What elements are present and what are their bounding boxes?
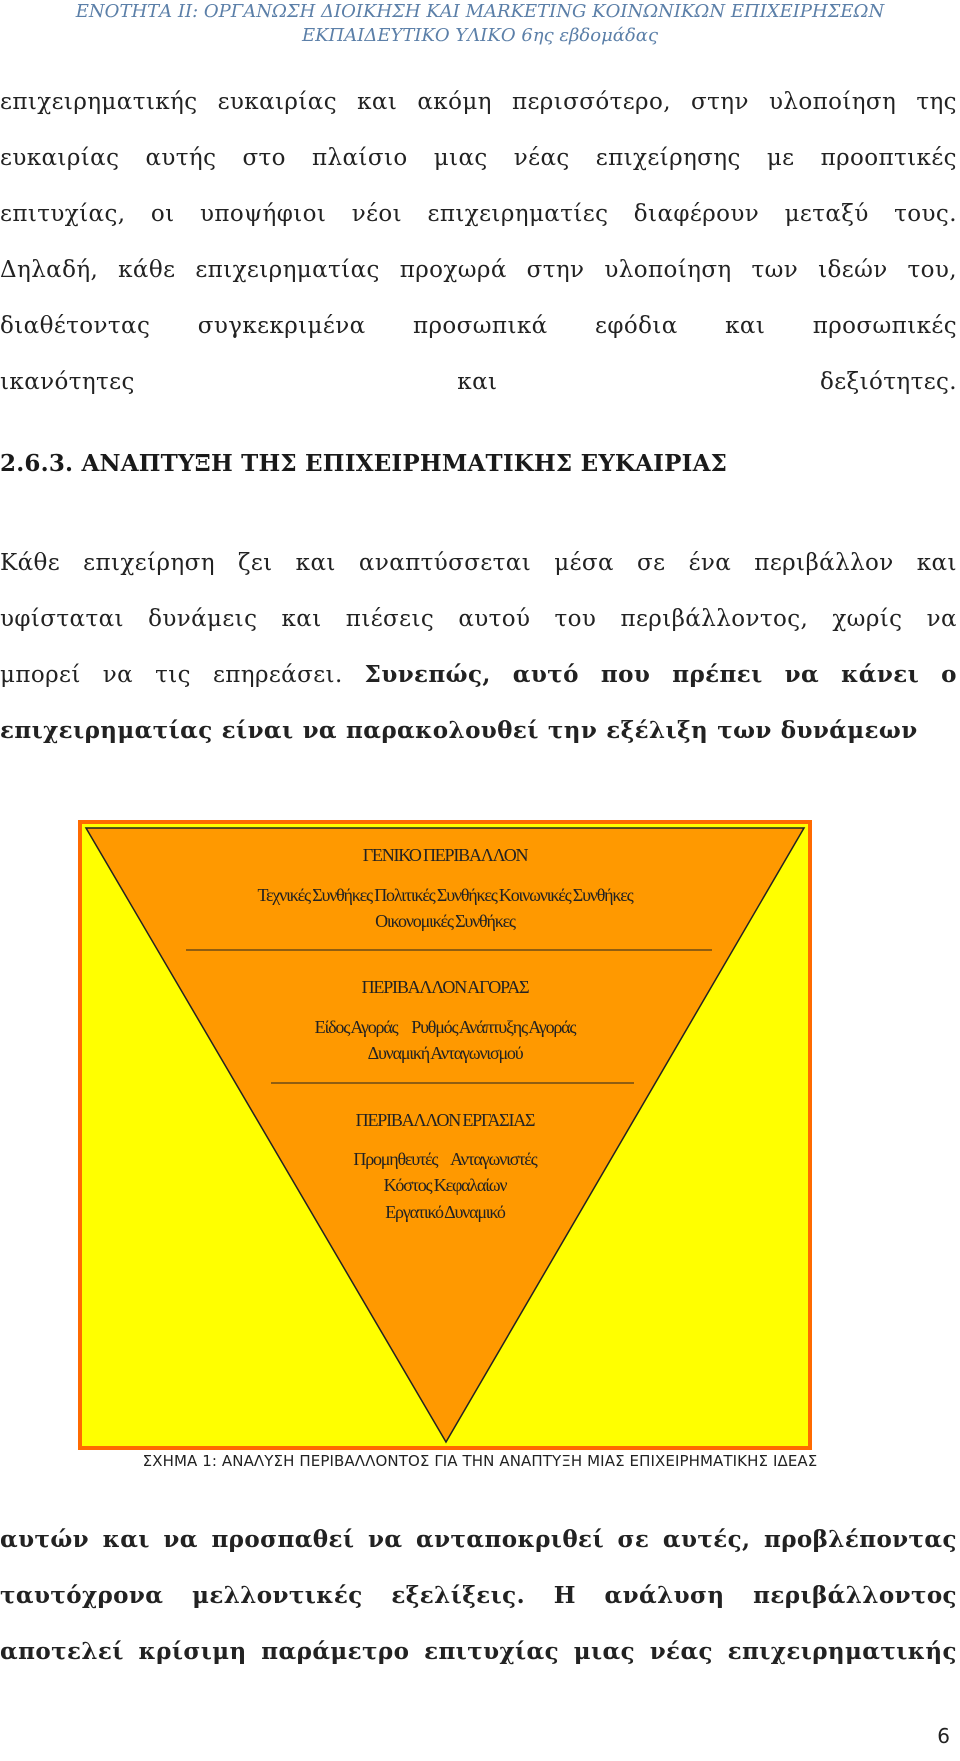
word: ανταποκριθεί bbox=[416, 1526, 604, 1553]
word: νέας bbox=[513, 145, 570, 171]
general-environment-line-1: Τεχνικές Συνθήκες Πολιτικές Συνθήκες Κοινωνικές Συνθήκες bbox=[257, 885, 633, 905]
word-bold: κάνει bbox=[841, 661, 920, 688]
word: επιχειρηματίας bbox=[0, 717, 213, 744]
word: επιχείρησης bbox=[595, 145, 741, 171]
word: είναι bbox=[221, 717, 294, 744]
word: των bbox=[717, 717, 772, 744]
word: αυτής bbox=[145, 145, 217, 171]
word: προσπαθεί bbox=[211, 1526, 355, 1553]
word: αποτελεί bbox=[0, 1638, 124, 1665]
word: της bbox=[916, 89, 957, 115]
word: και bbox=[357, 89, 398, 115]
word: και bbox=[725, 313, 766, 339]
market-environment-title: ΠΕΡΙΒΑΛΛΟΝ ΑΓΟΡΑΣ bbox=[361, 977, 529, 997]
word: επιχείρηση bbox=[83, 550, 215, 576]
word: αυτές, bbox=[662, 1526, 751, 1553]
word-bold: να bbox=[784, 661, 820, 688]
word: προοπτικές bbox=[820, 145, 957, 171]
word: και bbox=[281, 606, 322, 632]
word: ένα bbox=[688, 550, 732, 576]
word: να bbox=[163, 1526, 198, 1553]
word: και bbox=[102, 1526, 150, 1553]
word: επηρεάσει. bbox=[212, 662, 343, 688]
market-environment-line-1: Είδος Αγοράς Ρυθμός Ανάπτυξης Αγοράς bbox=[314, 1017, 576, 1037]
word: εξελίξεις. bbox=[391, 1582, 525, 1609]
figure-caption: ΣΧΗΜΑ 1: ΑΝΑΛΥΣΗ ΠΕΡΙΒΑΛΛΟΝΤΟΣ ΓΙΑ ΤΗΝ ΑΝΑΠΤΥΞΗ ΜΙΑΣ ΕΠΙΧΕΙΡΗΜΑΤΙΚΗΣ ΙΔΕΑΣ bbox=[142, 1452, 818, 1470]
work-environment-title: ΠΕΡΙΒΑΛΛΟΝ ΕΡΓΑΣΙΑΣ bbox=[355, 1110, 535, 1130]
word: μεταξύ bbox=[784, 201, 869, 227]
word: μπορεί bbox=[0, 662, 81, 688]
word: προβλέποντας bbox=[763, 1526, 957, 1553]
word-bold: αυτό bbox=[512, 661, 579, 688]
paragraph-3 bbox=[0, 1512, 957, 1680]
paragraph-1-row bbox=[0, 186, 957, 242]
paragraph-3-row bbox=[0, 1512, 957, 1568]
word: του, bbox=[907, 257, 957, 283]
word: επιχειρηματικής bbox=[727, 1638, 957, 1665]
paragraph-2 bbox=[0, 535, 957, 759]
word: μιας bbox=[433, 145, 488, 171]
paragraph-3-row bbox=[0, 1568, 957, 1624]
paragraph-1-last-row: ικανότητες και δεξιότητες. bbox=[0, 369, 957, 395]
paragraph-1-row bbox=[0, 242, 957, 298]
word: εξέλιξη bbox=[606, 717, 709, 744]
word: οι bbox=[150, 201, 175, 227]
page-header bbox=[0, 0, 960, 48]
word: Η bbox=[553, 1582, 576, 1609]
word: υφίσταται bbox=[0, 606, 124, 632]
word: δυνάμεις bbox=[148, 606, 258, 632]
word: υποψήφιοι bbox=[199, 201, 327, 227]
word: προσωπικές bbox=[812, 313, 957, 339]
header-line-1: ΕΝΟΤΗΤΑ ΙΙ: ΟΡΓΑΝΩΣΗ ΔΙΟΙΚΗΣΗ ΚΑΙ MARKETING ΚΟΙΝΩΝΙΚΩΝ ΕΠΙΧΕΙΡΗΣΕΩΝ bbox=[75, 1, 885, 22]
word: την bbox=[547, 717, 598, 744]
word: ζει bbox=[237, 550, 273, 576]
word: αναπτύσσεται bbox=[358, 550, 532, 576]
word: να bbox=[102, 662, 134, 688]
word: κάθε bbox=[118, 257, 176, 283]
word: μελλοντικές bbox=[192, 1582, 363, 1609]
word: επιχειρηματίας bbox=[195, 257, 380, 283]
word: τις bbox=[155, 662, 191, 688]
paragraph-2-row-mixed bbox=[0, 647, 957, 703]
word: ευκαιρίας bbox=[0, 145, 120, 171]
header-line-2: ΕΚΠΑΙΔΕΥΤΙΚΟ ΥΛΙΚΟ 6ης εβδομάδας bbox=[301, 25, 659, 46]
word: να bbox=[368, 1526, 403, 1553]
word-bold: Συνεπώς, bbox=[364, 661, 491, 688]
word: Δηλαδή, bbox=[0, 257, 99, 283]
paragraph-1-row bbox=[0, 298, 957, 354]
word: ταυτόχρονα bbox=[0, 1582, 164, 1609]
word: των bbox=[751, 257, 799, 283]
word: ακόμη bbox=[417, 89, 492, 115]
paragraph-2-row bbox=[0, 591, 957, 647]
page-number: 6 bbox=[937, 1724, 950, 1748]
word: Κάθε bbox=[0, 550, 61, 576]
word-bold: που bbox=[600, 661, 651, 688]
word: να bbox=[302, 717, 338, 744]
word: στην bbox=[691, 89, 749, 115]
word: παρακολουθεί bbox=[346, 717, 539, 744]
word: πλαίσιο bbox=[312, 145, 408, 171]
word: επιτυχίας, bbox=[0, 201, 126, 227]
word: αυτού bbox=[458, 606, 531, 632]
paragraph-3-row bbox=[0, 1624, 957, 1680]
word: νέας bbox=[649, 1638, 713, 1665]
word: μέσα bbox=[554, 550, 614, 576]
word: ανάλυση bbox=[604, 1582, 725, 1609]
word: επιχειρηματικής bbox=[0, 89, 198, 115]
word: και bbox=[916, 550, 957, 576]
general-environment-line-2: Οικονομικές Συνθήκες bbox=[375, 911, 515, 931]
word: στην bbox=[526, 257, 585, 283]
word: διαθέτοντας bbox=[0, 313, 151, 339]
word: υλοποίηση bbox=[768, 89, 897, 115]
word: σε bbox=[637, 550, 666, 576]
paragraph-1 bbox=[0, 74, 957, 410]
word: χωρίς bbox=[832, 606, 903, 632]
word: πιέσεις bbox=[345, 606, 435, 632]
general-environment-title: ΓΕΝΙΚΟ ΠΕΡΙΒΑΛΛΟΝ bbox=[362, 845, 528, 865]
work-environment-line-3: Εργατικό Δυναμικό bbox=[385, 1202, 505, 1222]
word: συγκεκριμένα bbox=[197, 313, 366, 339]
word: παράμετρο bbox=[261, 1638, 410, 1665]
word: ιδεών bbox=[818, 257, 888, 283]
word-bold: πρέπει bbox=[672, 661, 763, 688]
word: αυτών bbox=[0, 1526, 89, 1553]
word: νέοι bbox=[351, 201, 403, 227]
word: ευκαιρίας bbox=[217, 89, 337, 115]
paragraph-1-row bbox=[0, 130, 957, 186]
word: περισσότερο, bbox=[511, 89, 671, 115]
word: κρίσιμη bbox=[138, 1638, 247, 1665]
paragraph-2-row-bold bbox=[0, 703, 957, 759]
word: δυνάμεων bbox=[780, 717, 918, 744]
paragraph-1-row bbox=[0, 74, 957, 130]
word: περιβάλλοντος, bbox=[620, 606, 809, 632]
word: επιτυχίας bbox=[424, 1638, 560, 1665]
word: μιας bbox=[573, 1638, 635, 1665]
word: εφόδια bbox=[595, 313, 678, 339]
word: με bbox=[766, 145, 795, 171]
work-environment-line-1: Προμηθευτές Ανταγωνιστές bbox=[353, 1149, 537, 1169]
word: περιβάλλον bbox=[754, 550, 894, 576]
word: υλοποίηση bbox=[604, 257, 732, 283]
market-environment-line-2: Δυναμική Ανταγωνισμού bbox=[367, 1043, 523, 1063]
work-environment-line-2: Κόστος Κεφαλαίων bbox=[383, 1175, 507, 1195]
word: σε bbox=[617, 1526, 650, 1553]
word: επιχειρηματίες bbox=[427, 201, 609, 227]
word: προχωρά bbox=[399, 257, 507, 283]
word-bold: ο bbox=[941, 661, 957, 688]
word: και bbox=[295, 550, 336, 576]
word: του bbox=[554, 606, 597, 632]
word: προσωπικά bbox=[412, 313, 548, 339]
word: τους. bbox=[894, 201, 957, 227]
paragraph-2-row bbox=[0, 535, 957, 591]
word: στο bbox=[242, 145, 286, 171]
word: διαφέρουν bbox=[633, 201, 760, 227]
section-heading: 2.6.3. ΑΝΑΠΤΥΞΗ ΤΗΣ ΕΠΙΧΕΙΡΗΜΑΤΙΚΗΣ ΕΥΚΑΙΡΙΑΣ bbox=[0, 450, 728, 477]
word: να bbox=[926, 606, 957, 632]
word: περιβάλλοντος bbox=[753, 1582, 957, 1609]
